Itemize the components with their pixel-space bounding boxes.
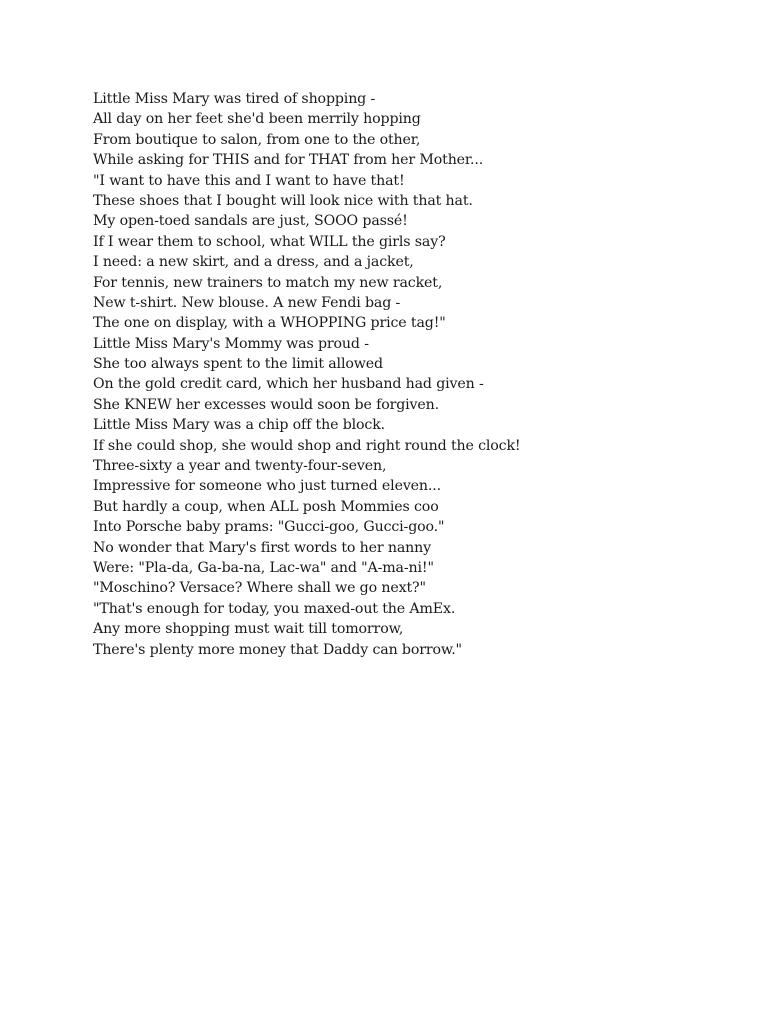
poem-line: "That's enough for today, you maxed-out the AmEx. — [93, 600, 456, 617]
poem-line: If she could shop, she would shop and right round the clock! — [93, 437, 521, 454]
poem-line: From boutique to salon, from one to the other, — [93, 131, 421, 148]
poem-line: Into Porsche baby prams: "Gucci-goo, Gucci-goo." — [93, 519, 445, 536]
poem-line: "Moschino? Versace? Where shall we go next?" — [93, 580, 426, 597]
poem-line: No wonder that Mary's first words to her nanny — [93, 539, 432, 556]
poem-line: My open-toed sandals are just, SOOO passé! — [93, 213, 408, 230]
poem-line: These shoes that I bought will look nice with that hat. — [93, 192, 473, 209]
poem-line: There's plenty more money that Daddy can borrow." — [93, 641, 462, 658]
poem-line: All day on her feet she'd been merrily hopping — [93, 111, 421, 128]
poem-line: The one on display, with a WHOPPING price tag!" — [93, 315, 446, 332]
poem-line: Any more shopping must wait till tomorrow, — [93, 621, 404, 638]
poem-line: If I wear them to school, what WILL the girls say? — [93, 233, 446, 250]
poem-line: Little Miss Mary was tired of shopping - — [93, 91, 376, 107]
poem-line: She KNEW her excesses would soon be forgiven. — [93, 396, 439, 413]
poem-line: While asking for THIS and for THAT from her Mother... — [93, 152, 484, 169]
poem-line: Impressive for someone who just turned eleven... — [93, 478, 441, 495]
poem-text — [93, 89, 733, 660]
poem-line: Little Miss Mary was a chip off the block. — [93, 417, 386, 434]
poem-line: She too always spent to the limit allowed — [93, 356, 383, 373]
poem-line: Little Miss Mary's Mommy was proud - — [93, 335, 369, 352]
poem-line: "I want to have this and I want to have that! — [93, 172, 405, 189]
poem-line: New t-shirt. New blouse. A new Fendi bag - — [93, 294, 401, 311]
poem-line: But hardly a coup, when ALL posh Mommies coo — [93, 498, 439, 515]
poem-line: I need: a new skirt, and a dress, and a jacket, — [93, 254, 414, 271]
poem-line: On the gold credit card, which her husband had given - — [93, 376, 484, 393]
poem-line: Were: "Pla-da, Ga-ba-na, Lac-wa" and "A-ma-ni!" — [93, 559, 434, 576]
poem-line: Three-sixty a year and twenty-four-seven, — [93, 458, 387, 475]
poem-line: For tennis, new trainers to match my new racket, — [93, 274, 443, 291]
